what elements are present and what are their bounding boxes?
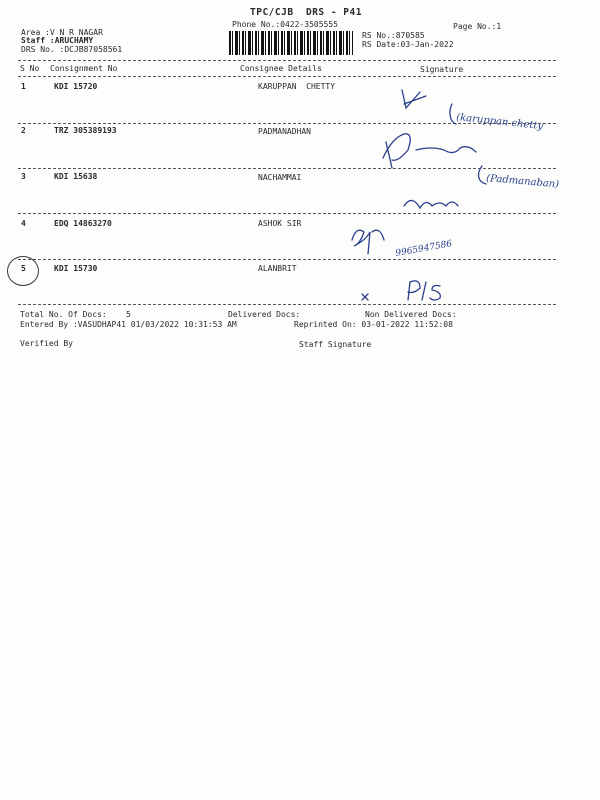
- row-consignment-no: KDI 15720: [54, 82, 98, 91]
- signature-row2-mark: [383, 134, 410, 168]
- staff-signature: Staff Signature: [299, 340, 372, 349]
- signature-row2-scrawl: [416, 147, 476, 153]
- signature-row5-ps: [408, 281, 440, 300]
- signature-row4-mark: [352, 230, 384, 254]
- column-header-signature: Signature: [420, 65, 464, 74]
- signature-row2-text: (Padmanaban): [485, 173, 560, 191]
- row-consignee: NACHAMMAI: [258, 173, 302, 182]
- delivered-docs: Delivered Docs:: [228, 310, 301, 319]
- rs-date: RS Date:03-Jan-2022: [362, 40, 454, 49]
- column-header-consignment: Consignment No: [50, 64, 118, 73]
- row-sno: 3: [21, 172, 26, 181]
- row-sno: 2: [21, 126, 26, 135]
- signature-row3-mark: [404, 200, 458, 208]
- row-consignment-no: KDI 15638: [54, 172, 98, 181]
- page-number: Page No.:1: [453, 22, 502, 31]
- rs-number: RS No.:870585: [362, 31, 425, 40]
- document-title: TPC/CJB DRS - P41: [250, 7, 362, 18]
- total-docs: Total No. Of Docs: 5: [20, 310, 131, 319]
- reprinted-on: Reprinted On: 03-01-2022 11:52:08: [294, 320, 453, 329]
- staff-label: Staff :ARUCHAMY: [21, 36, 94, 45]
- column-header-sno: S No: [20, 64, 40, 73]
- row-sno: 1: [21, 82, 26, 91]
- row-consignment-no: TRZ 305389193: [54, 126, 117, 135]
- phone-number: Phone No.:0422-3505555: [232, 20, 338, 29]
- signature-row1-text: (karuppan chetty: [455, 112, 544, 133]
- row-consignee: ASHOK SIR: [258, 219, 302, 228]
- row-consignee: KARUPPAN CHETTY: [258, 82, 336, 91]
- signature-row2-paren: [479, 166, 486, 184]
- column-header-consignee: Consignee Details: [240, 64, 322, 73]
- signature-row4-phone: 9965947586: [394, 239, 453, 259]
- row-consignment-no: EDQ 14863270: [54, 219, 112, 228]
- row-consignee: ALANBRIT: [258, 264, 297, 273]
- entered-by: Entered By :VASUDHAP41 01/03/2022 10:31:53 AM: [20, 320, 237, 329]
- drs-number: DRS No. :DCJB87058561: [21, 45, 123, 54]
- row-sno: 5: [21, 264, 26, 273]
- non-delivered-docs: Non Delivered Docs:: [365, 310, 457, 319]
- signature-row5-cross: [362, 294, 368, 300]
- row-consignment-no: KDI 15730: [54, 264, 98, 273]
- row-consignee: PADMANADHAN: [258, 127, 311, 136]
- verified-by: Verified By: [20, 339, 73, 348]
- area-label: Area :V N R NAGAR: [21, 28, 103, 37]
- row-sno: 4: [21, 219, 26, 228]
- signature-row1-mark: [402, 90, 426, 108]
